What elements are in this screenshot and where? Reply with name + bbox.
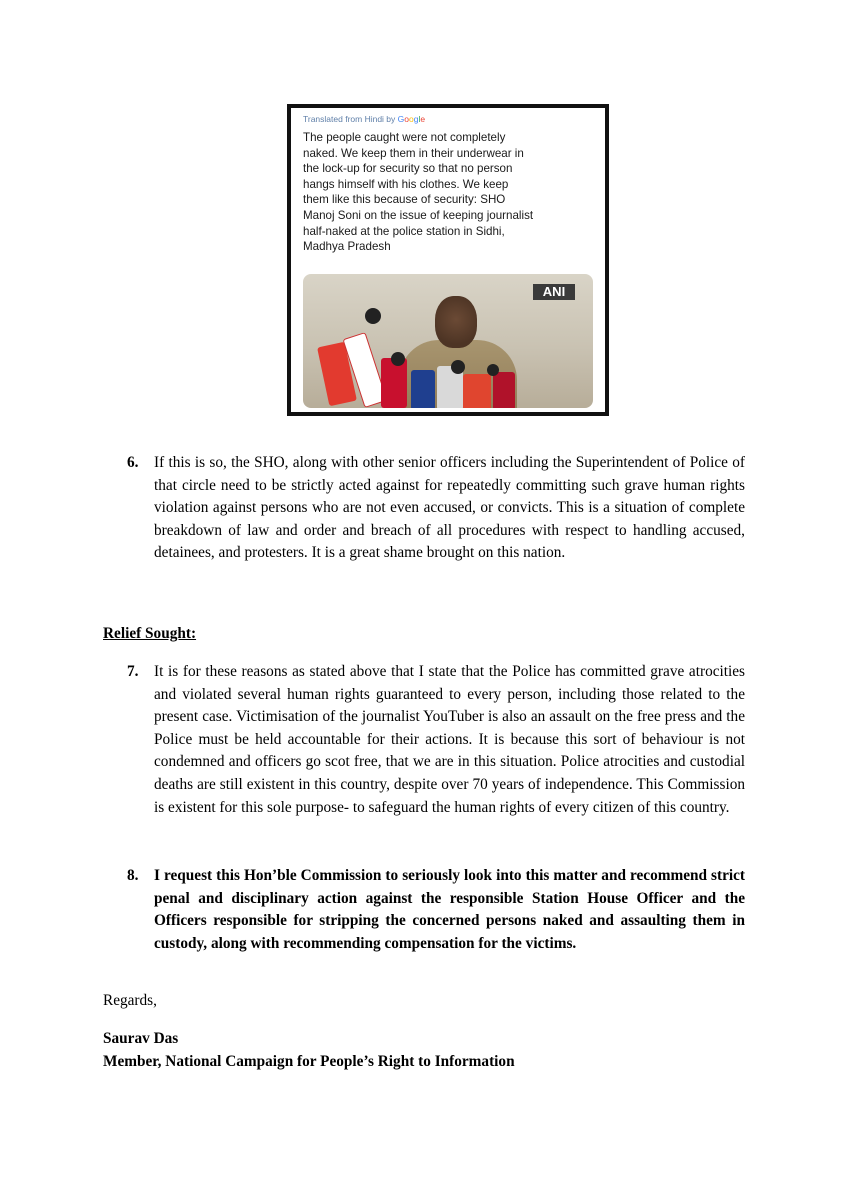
- microphone-icon: [411, 370, 435, 408]
- embedded-post-screenshot: [287, 104, 609, 416]
- relief-sought-heading: Relief Sought:: [103, 625, 197, 642]
- signatory-designation: Member, National Campaign for People’s Right to Information: [103, 1053, 515, 1070]
- paragraph-number: 6.: [127, 454, 139, 471]
- translation-attribution: [303, 114, 425, 124]
- paragraph-number: 7.: [127, 663, 139, 680]
- paragraph-7: [103, 661, 745, 819]
- paragraph-6: [103, 452, 745, 565]
- microphone-head-icon: [365, 308, 381, 324]
- microphone-icon: [493, 372, 515, 408]
- paragraph-text: I request this Hon’ble Commission to seriously look into this matter and recommend strict penal and disciplinary action against the responsible Station House Officer and the Officers responsible for stripping the concerned persons naked and assaulting them in custody, along with recommending compensation for the victims.: [154, 867, 745, 952]
- google-logo: Google: [397, 114, 426, 124]
- translation-prefix: Translated from Hindi by: [303, 114, 398, 124]
- paragraph-text: It is for these reasons as stated above that I state that the Police has committed grave atrocities and violated several human rights guaranteed to every person, including those related to the present case. Victimisation of the journalist YouTuber is also an assault on the free press and the Police must be held accountable for their actions. It is because this sort of behaviour is not condemned and officers go scot free, that we are in this situation. Police atrocities and custodial deaths are still existent in this country, despite over 70 years of independence. This Commission is existent for this sole purpose- to safeguard the human rights of every citizen of this country.: [154, 663, 745, 816]
- paragraph-text: If this is so, the SHO, along with other senior officers including the Superintendent of Police of that circle need to be strictly acted against for repeatedly committing such grave human rights violation against persons who are not even accused, or convicts. This is a situation of complete breakdown of law and order and breach of all procedures with respect to handling accused, detainees, and protesters. It is a great shame brought on this nation.: [154, 454, 745, 562]
- officer-head: [435, 296, 477, 348]
- microphone-head-icon: [451, 360, 465, 374]
- paragraph-8: [103, 865, 745, 955]
- closing-regards: Regards,: [103, 992, 157, 1009]
- microphone-icon: [381, 358, 407, 408]
- embedded-post-card: [291, 108, 605, 412]
- signatory-name: Saurav Das: [103, 1030, 179, 1047]
- news-photo: [303, 274, 593, 408]
- microphone-icon: [463, 374, 491, 408]
- microphone-head-icon: [391, 352, 405, 366]
- translated-post-text: The people caught were not completely naked. We keep them in their underwear in the lock-up for security so that no person hangs himself with his clothes. We keep them like this because of security: SHO Manoj Soni on the issue of keeping journalist half-naked at the police station in Sidhi, Madhya Pradesh: [303, 131, 534, 254]
- paragraph-number: 8.: [127, 867, 139, 884]
- ani-logo-badge: ANI: [533, 284, 575, 300]
- microphone-head-icon: [487, 364, 499, 376]
